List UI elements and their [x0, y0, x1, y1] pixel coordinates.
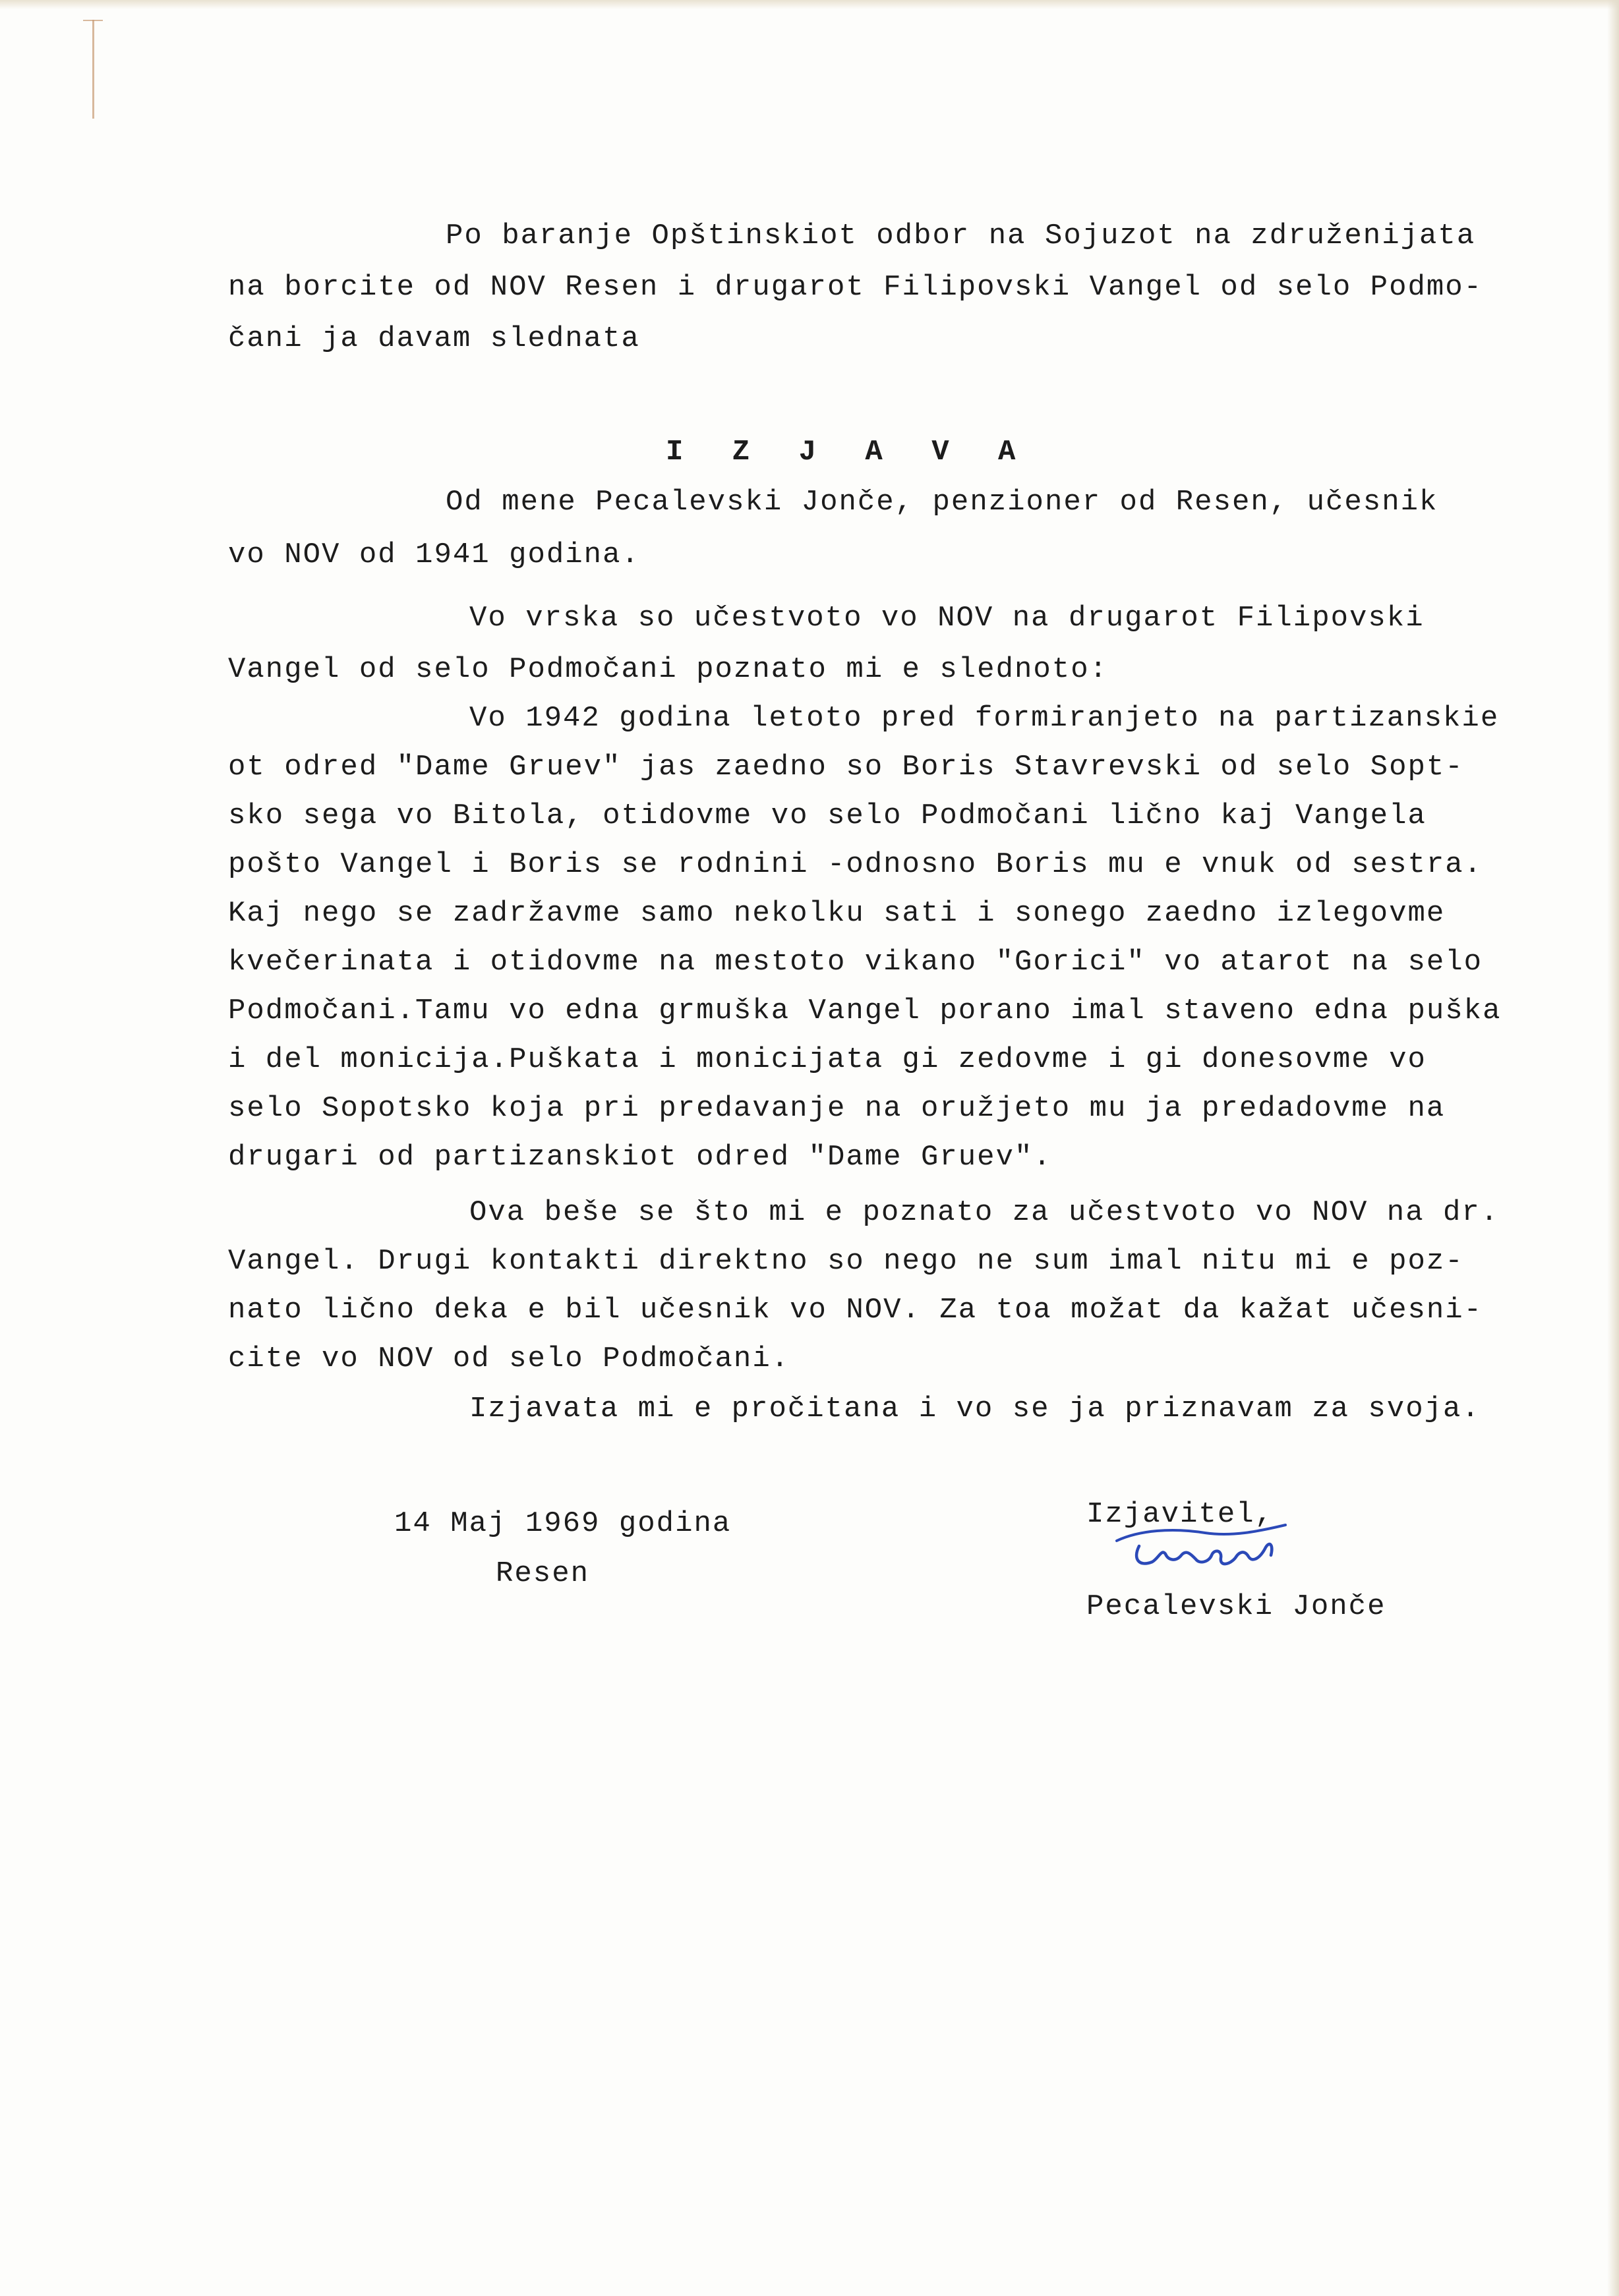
intro-line-2: na borcite od NOV Resen i drugarot Filipovski Vangel od selo Podmo-	[228, 271, 1483, 304]
intro-line-3: čani ja davam slednata	[228, 322, 640, 355]
body-p2-line-5: Kaj nego se zadržavme samo nekolku sati i sonego zaedno izlegovme	[228, 897, 1446, 930]
document-place: Resen	[496, 1557, 590, 1590]
handwritten-signature	[1113, 1518, 1291, 1578]
paper-edge-right	[1607, 0, 1619, 2296]
body-p3-line-2: Vangel. Drugi kontakti direktno so nego ne sum imal nitu mi e poz-	[228, 1245, 1464, 1278]
body-p3-line-3: nato lično deka e bil učesnik vo NOV. Za toa možat da kažat učesni-	[228, 1294, 1483, 1327]
body-p2-line-6: kvečerinata i otidovme na mestoto vikano "Gorici" vo atarot na selo	[228, 946, 1483, 979]
paper-fold-mark	[92, 20, 101, 119]
body-p3-line-1: Ova beše se što mi e poznato za učestvoto vo NOV na dr.	[469, 1196, 1500, 1229]
body-p2-line-9: selo Sopotsko koja pri predavanje na oružjeto mu ja predadovme na	[228, 1092, 1446, 1125]
document-date: 14 Maj 1969 godina	[394, 1507, 732, 1540]
body-p2-line-7: Podmočani.Tamu vo edna grmuška Vangel porano imal staveno edna puška	[228, 994, 1502, 1027]
body-p2-line-10: drugari od partizanskiot odred "Dame Gruev".	[228, 1141, 1052, 1174]
signer-label: Izjavitel,	[1086, 1498, 1274, 1531]
body-p3-line-4: cite vo NOV od selo Podmočani.	[228, 1342, 790, 1375]
closing-statement: Izjavata mi e pročitana i vo se ja priznavam za svoja.	[469, 1392, 1481, 1425]
document-title: I Z J A V A	[666, 436, 1032, 469]
from-line-2: vo NOV od 1941 godina.	[228, 538, 640, 571]
paper-fold-mark-top	[83, 20, 103, 21]
body-p1-line-2: Vangel od selo Podmočani poznato mi e slednoto:	[228, 653, 1109, 686]
body-p2-line-3: sko sega vo Bitola, otidovme vo selo Podmočani lično kaj Vangela	[228, 799, 1427, 832]
body-p2-line-4: pošto Vangel i Boris se rodnini -odnosno Boris mu e vnuk od sestra.	[228, 848, 1483, 881]
signer-name: Pecalevski Jonče	[1086, 1590, 1386, 1623]
body-p2-line-8: i del monicija.Puškata i monicijata gi zedovme i gi donesovme vo	[228, 1043, 1427, 1076]
from-line-1: Od mene Pecalevski Jonče, penzioner od Resen, učesnik	[446, 486, 1438, 519]
body-p2-line-2: ot odred "Dame Gruev" jas zaedno so Boris Stavrevski od selo Sopt-	[228, 751, 1464, 784]
paper-edge-top	[0, 0, 1619, 9]
body-p1-line-1: Vo vrska so učestvoto vo NOV na drugarot Filipovski	[469, 602, 1425, 635]
intro-line-1: Po baranje Opštinskiot odbor na Sojuzot na združenijata	[446, 219, 1476, 252]
body-p2-line-1: Vo 1942 godina letoto pred formiranjeto na partizanskie	[469, 702, 1500, 735]
